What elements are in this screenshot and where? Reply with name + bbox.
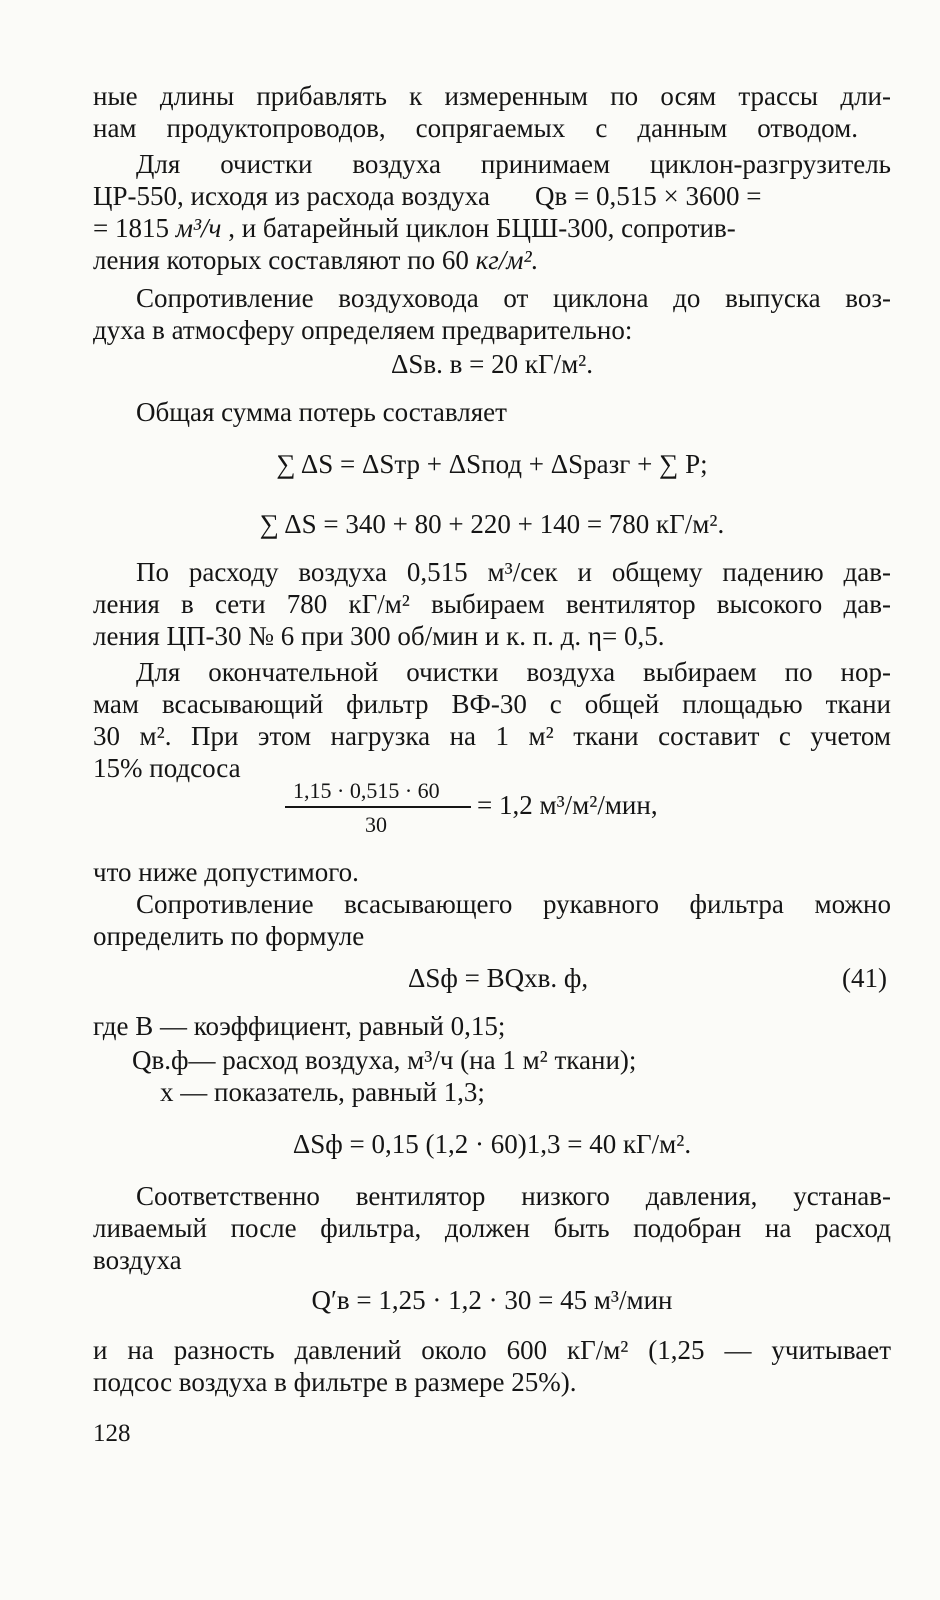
text-line [93, 244, 538, 276]
text-fragment: ления которых составляют по 60 [93, 245, 469, 275]
text-line: 30 м². При этом нагрузка на 1 м² ткани составит с учетом [93, 721, 891, 751]
display-formula: ∑ ΔS = ΔSтр + ΔSпод + ΔSразг + ∑ P; [276, 449, 708, 479]
fraction-denominator: 30 [365, 812, 387, 837]
text-line: духа в атмосферу определяем предварительно: [93, 315, 633, 345]
text-line: x — показатель, равный 1,3; [160, 1077, 485, 1107]
fraction-numerator: 1,15 · 0,515 · 60 [293, 778, 440, 803]
text-line: По расходу воздуха 0,515 м³/сек и общему падению дав- [136, 557, 891, 587]
text-line: где B — коэффициент, равный 0,15; [93, 1011, 506, 1041]
text-line: определить по формуле [93, 921, 365, 951]
fraction-bar [285, 806, 471, 808]
display-formula: Q′в = 1,25 · 1,2 · 30 = 45 м³/мин [311, 1285, 673, 1315]
text-line: мам всасывающий фильтр ВФ-30 с общей площадью ткани [93, 689, 891, 719]
unit-text: кг/м². [475, 245, 539, 275]
page-number: 128 [93, 1420, 131, 1447]
text-line: Общая сумма потерь составляет [136, 397, 507, 427]
fraction-formula [285, 775, 705, 835]
text-line: Сопротивление воздуховода от циклона до выпуска воз- [136, 283, 891, 313]
text-line: Соответственно вентилятор низкого давления, устанав- [136, 1181, 891, 1211]
text-fragment: , и батарейный циклон БЦШ-300, сопротив- [228, 213, 736, 243]
display-formula: ΔSф = 0,15 (1,2 · 60)1,3 = 40 кГ/м². [292, 1129, 692, 1159]
display-formula: ΔSф = BQxв. ф, [408, 963, 589, 993]
display-formula: ∑ ΔS = 340 + 80 + 220 + 140 = 780 кГ/м². [259, 509, 725, 539]
text-line: что ниже допустимого. [93, 857, 359, 887]
fraction-result: = 1,2 м³/м²/мин, [477, 790, 658, 820]
text-line: и на разность давлений около 600 кГ/м² (1,25 — учитывает [93, 1335, 891, 1365]
text-line: воздуха [93, 1245, 182, 1275]
text-line: Qв.ф— расход воздуха, м³/ч (на 1 м² ткани); [132, 1045, 637, 1075]
text-line: 15% подсоса [93, 753, 241, 783]
text-line [93, 212, 891, 244]
text-line: Для окончательной очистки воздуха выбираем по нор- [136, 657, 891, 687]
text-line: ливаемый после фильтра, должен быть подобран на расход [93, 1213, 891, 1243]
display-formula: ΔSв. в = 20 кГ/м². [390, 349, 593, 379]
text-line: Сопротивление всасывающего рукавного фильтра можно [136, 889, 891, 919]
text-line: ления ЦП-30 № 6 при 300 об/мин и к. п. д. η= 0,5. [93, 621, 665, 651]
text-line: ления в сети 780 кГ/м² выбираем вентилятор высокого дав- [93, 589, 891, 619]
text-line: подсос воздуха в фильтре в размере 25%). [93, 1367, 577, 1397]
text-line: нам продуктопроводов, сопрягаемых с данным отводом. [93, 113, 858, 143]
unit-text: м³/ч [175, 213, 222, 243]
formula-inline: Qв = 0,515 × 3600 = [535, 181, 762, 211]
equation-number: (41) [842, 963, 887, 993]
text-line: Для очистки воздуха принимаем циклон-разгрузитель [136, 149, 891, 179]
text-line: ные длины прибавлять к измеренным по осям трассы дли- [93, 81, 891, 111]
text-fragment: ЦР-550, исходя из расхода воздуха [93, 181, 490, 211]
text-fragment: = 1815 [93, 213, 169, 243]
text-line [93, 180, 891, 212]
